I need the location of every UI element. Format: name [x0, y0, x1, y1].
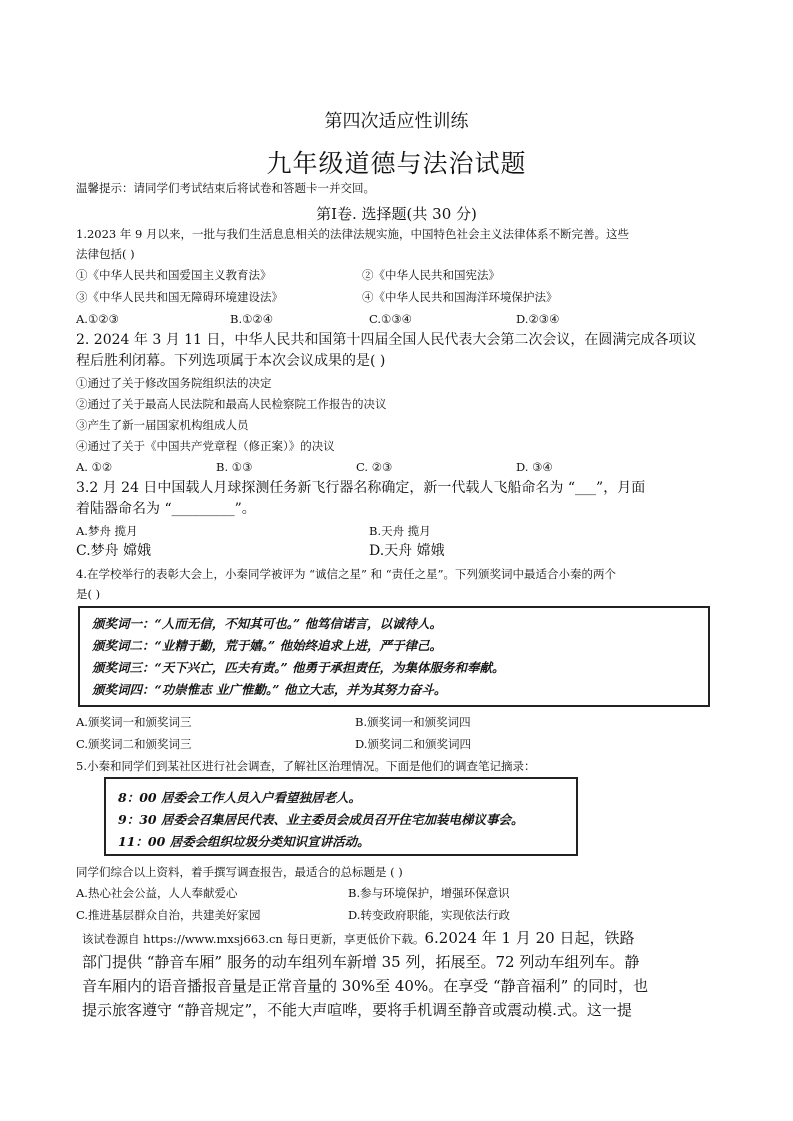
q4-option-a: A.颁奖词一和颁奖词三 [76, 715, 192, 729]
source-site-link[interactable]: https://www.mxsj663.cn [143, 932, 283, 946]
q1-item-4: ④《中华人民共和国海洋环境保护法》 [362, 290, 558, 304]
award-speech-4: 颁奖词四：“功崇惟志 业广惟勤。” 他立大志，并为其努力奋斗。 [92, 682, 447, 697]
q1-option-d: D.②③④ [516, 312, 560, 326]
q5-option-d: D.转变政府职能，实现依法行政 [348, 908, 510, 922]
q2-option-a: A. ①② [76, 460, 113, 474]
q1-item-1: ①《中华人民共和国爱国主义教育法》 [76, 268, 272, 282]
survey-note-3: 11：00 居委会组织垃圾分类知识宣讲活动。 [118, 834, 370, 849]
q1-option-b: B.①②④ [230, 312, 274, 326]
q4-option-c: C.颁奖词二和颁奖词三 [76, 737, 192, 751]
q1-stem-line-2: 法律包括( ) [76, 247, 135, 261]
q6-stem-start: 6.2024 年 1 月 20 日起，铁路 [424, 929, 635, 947]
q3-option-d: D.天舟 嫦娥 [369, 543, 445, 559]
q2-item-1: ①通过了关于修改国务院组织法的决定 [76, 376, 272, 390]
exam-tip: 温馨提示：请同学们考试结束后将试卷和答题卡一并交回。 [76, 181, 375, 195]
q1-option-c: C.①③④ [369, 312, 412, 326]
source-notice-prefix: 该试卷源自 [82, 932, 144, 946]
award-speech-1: 颁奖词一：“人而无信，不知其可也。” 他笃信诺言，以诚待人。 [92, 616, 442, 631]
survey-note-1: 8：00 居委会工作人员入户看望独居老人。 [118, 790, 361, 805]
q3-option-b: B.天舟 揽月 [369, 524, 431, 538]
survey-note-2: 9：30 居委会召集居民代表、业主委员会成员召开住宅加装电梯议事会。 [118, 812, 524, 827]
award-speech-box [78, 606, 710, 707]
exam-title: 九年级道德与法治试题 [266, 149, 527, 178]
q2-option-c: C. ②③ [356, 460, 393, 474]
q2-option-d: D. ③④ [516, 460, 553, 474]
q2-option-b: B. ①③ [216, 460, 253, 474]
source-notice-line [82, 926, 634, 951]
q2-item-3: ③产生了新一届国家机构组成人员 [76, 418, 249, 432]
award-speech-3: 颁奖词三：“天下兴亡，匹夫有责。” 他勇于承担责任，为集体服务和奉献。 [92, 660, 505, 675]
q4-option-b: B.颁奖词一和颁奖词四 [355, 715, 471, 729]
q4-option-d: D.颁奖词二和颁奖词四 [355, 737, 471, 751]
survey-notes-box [104, 777, 578, 856]
q4-stem-line-1: 4.在学校举行的表彰大会上，小秦同学被评为 “诚信之星” 和 “责任之星”。下列颁奖词中最适合小秦的两个 [76, 567, 616, 581]
exam-subtitle: 第四次适应性训练 [324, 111, 469, 132]
q2-stem-line-1: 2. 2024 年 3 月 11 日，中华人民共和国第十四届全国人民代表大会第二次会议，在圆满完成各项议 [76, 332, 697, 348]
q6-stem-line-3: 音车厢内的语音播报音量是正常音量的 30%至 40%。在享受 “静音福利” 的同时，也 [82, 977, 649, 995]
q1-stem-line-1: 1.2023 年 9 月以来，一批与我们生活息息相关的法律法规实施，中国特色社会主义法律体系不断完善。这些 [76, 227, 630, 241]
source-notice-mid: 每日更新，享更低价下载。 [282, 932, 425, 946]
q3-option-c: C.梦舟 嫦娥 [76, 543, 152, 559]
q5-option-b: B.参与环境保护，增强环保意识 [348, 886, 510, 900]
q6-stem-line-4: 提示旅客遵守 “静音规定”，不能大声喧哗，要将手机调至静音或震动模.式。这一提 [82, 1001, 632, 1019]
q3-stem-line-1: 3.2 月 24 日中国载人月球探测任务新飞行器名称确定，新一代载人飞船命名为 “___”，月面 [76, 480, 646, 496]
q5-stem-line-2: 同学们综合以上资料，着手撰写调查报告，最适合的总标题是 ( ) [76, 865, 403, 879]
q2-item-4: ④通过了关于《中国共产党章程（修正案）》的决议 [76, 439, 335, 453]
q6-stem-line-2: 部门提供 “静音车厢” 服务的动车组列车新增 35 列，拓展至。72 列动车组列车。静 [82, 953, 640, 971]
q5-option-c: C.推进基层群众自治，共建美好家园 [76, 908, 261, 922]
q1-option-a: A.①②③ [76, 312, 119, 326]
q1-item-3: ③《中华人民共和国无障碍环境建设法》 [76, 290, 283, 304]
q3-option-a: A.梦舟 揽月 [76, 524, 138, 538]
award-speech-2: 颁奖词二：“业精于勤，荒于嬉。” 他始终追求上进，严于律己。 [92, 638, 442, 653]
q4-stem-line-2: 是( ) [76, 587, 101, 601]
q3-stem-line-2: 着陆器命名为 “_________”。 [76, 501, 256, 517]
q5-stem-line-1: 5.小秦和同学们到某社区进行社会调查，了解社区治理情况。下面是他们的调查笔记摘录： [76, 759, 536, 773]
q2-stem-line-2: 程后胜利闭幕。下列选项属于本次会议成果的是( ) [76, 353, 386, 369]
q2-item-2: ②通过了关于最高人民法院和最高人民检察院工作报告的决议 [76, 397, 387, 411]
q5-option-a: A.热心社会公益，人人奉献爱心 [76, 886, 238, 900]
q1-item-2: ②《中华人民共和国宪法》 [362, 268, 500, 282]
section-heading: 第Ⅰ卷. 选择题(共 30 分) [316, 205, 477, 223]
